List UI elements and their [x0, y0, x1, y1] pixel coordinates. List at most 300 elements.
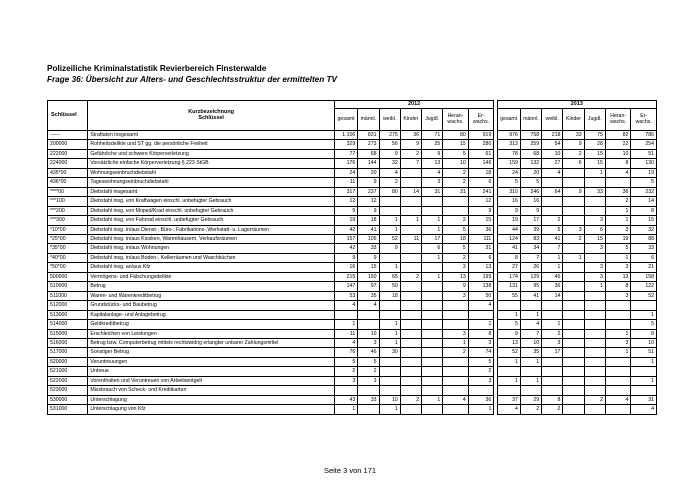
- cell-2012: 76: [334, 348, 357, 357]
- cell-2013: 29: [520, 395, 541, 404]
- row-key: 530000: [48, 395, 88, 404]
- row-label: Gefährliche und schwere Körperverletzung: [88, 149, 335, 158]
- cell-2012: [443, 197, 469, 206]
- cell-2012: [379, 357, 400, 366]
- cell-2013: [584, 178, 605, 187]
- cell-2013: [605, 320, 631, 329]
- cell-2012: [443, 376, 469, 385]
- table-row: [48, 282, 657, 291]
- cell-2013: [605, 386, 631, 395]
- subheader-line2: wachs.: [635, 118, 652, 125]
- cell-2012: [379, 386, 400, 395]
- cell-2012: 1: [468, 405, 494, 414]
- cell-2013: 21: [631, 263, 657, 272]
- cell-2012: 317: [334, 187, 357, 196]
- cell-2013: 36: [605, 187, 631, 196]
- cell-2013: [563, 320, 584, 329]
- subheader-line1: Kinder: [403, 115, 419, 122]
- cell-2013: 5: [631, 320, 657, 329]
- cell-2012: 1: [400, 216, 421, 225]
- table-row: [48, 329, 657, 338]
- cell-2013: [563, 348, 584, 357]
- cell-2013: [584, 253, 605, 262]
- cell-2012: 10: [443, 159, 469, 168]
- cell-2012: 6: [468, 178, 494, 187]
- subheader-juveniles-2012: [422, 109, 443, 131]
- cell-2013: [605, 405, 631, 414]
- cell-2012: 1: [379, 225, 400, 234]
- cell-2013: 34: [520, 244, 541, 253]
- cell-2012: [379, 376, 400, 385]
- cell-2012: 52: [379, 234, 400, 243]
- cell-2012: [400, 263, 421, 272]
- cell-2012: 32: [379, 159, 400, 168]
- subheader-line1: Kinder: [566, 115, 582, 122]
- cell-2013: [520, 367, 541, 376]
- cell-2013: [542, 301, 563, 310]
- row-label: Missbrauch von Scheck- und Kreditkarten: [88, 386, 335, 395]
- cell-2013: 159: [497, 159, 520, 168]
- cell-2012: 1: [334, 405, 357, 414]
- row-key: 511000: [48, 291, 88, 300]
- subheader-adults-2012: [468, 109, 494, 131]
- table-row: [48, 272, 657, 281]
- cell-2013: 22: [605, 140, 631, 149]
- table-row: [48, 348, 657, 357]
- cell-2012: 1: [334, 320, 357, 329]
- subheader-total-2012: [334, 109, 357, 131]
- cell-2012: 36: [468, 225, 494, 234]
- cell-2013: [584, 348, 605, 357]
- cell-2012: 1: [379, 320, 400, 329]
- cell-2013: 26: [520, 263, 541, 272]
- row-label: Diebstahl insg. von Kraftwagen einschl. unbefugter Gebrauch: [88, 197, 335, 206]
- cell-2013: [563, 301, 584, 310]
- cell-2013: [584, 386, 605, 395]
- cell-2013: 3: [584, 216, 605, 225]
- cell-2013: 14: [631, 197, 657, 206]
- cell-2012: 3: [443, 329, 469, 338]
- cell-2013: [563, 244, 584, 253]
- cell-2013: [605, 367, 631, 376]
- cell-2012: [422, 376, 443, 385]
- name-column-header: [88, 101, 335, 131]
- row-key: 500000: [48, 272, 88, 281]
- cell-2013: [563, 357, 584, 366]
- row-label: Untreue: [88, 367, 335, 376]
- table-row: [48, 131, 657, 140]
- cell-2012: 1: [422, 216, 443, 225]
- cell-2012: [358, 386, 379, 395]
- cell-2012: 17: [422, 234, 443, 243]
- subheader-line2: wachs.: [447, 118, 464, 125]
- cell-2013: 1: [605, 206, 631, 215]
- cell-2013: 1: [605, 348, 631, 357]
- cell-2012: [400, 367, 421, 376]
- cell-2013: 8: [631, 329, 657, 338]
- cell-2013: [542, 386, 563, 395]
- cell-2013: 28: [584, 140, 605, 149]
- cell-2013: 259: [520, 140, 541, 149]
- row-label: Diebstahl insgesamt: [88, 187, 335, 196]
- row-key: 436*00: [48, 178, 88, 187]
- name-header-line1: Kurzbezeichnung: [188, 108, 235, 115]
- subheader-juveniles-2013: [584, 109, 605, 131]
- cell-2012: 36: [468, 395, 494, 404]
- row-key: 435*00: [48, 168, 88, 177]
- row-label: Unterschlagung: [88, 395, 335, 404]
- cell-2013: [563, 386, 584, 395]
- cell-2012: [400, 244, 421, 253]
- subheader-female-2012: [379, 109, 400, 131]
- cell-2012: [422, 329, 443, 338]
- cell-2012: 280: [468, 140, 494, 149]
- cell-2012: 11: [400, 234, 421, 243]
- cell-2013: 41: [497, 244, 520, 253]
- cell-2012: 5: [334, 357, 357, 366]
- row-key: ***200: [48, 206, 88, 215]
- cell-2012: 1: [379, 338, 400, 347]
- cell-2013: 1: [631, 376, 657, 385]
- cell-2012: 50: [468, 291, 494, 300]
- table-body: [48, 131, 657, 415]
- cell-2013: 17: [542, 348, 563, 357]
- subheader-children-2012: [400, 109, 421, 131]
- cell-2012: [422, 386, 443, 395]
- cell-2013: 4: [542, 168, 563, 177]
- cell-2013: 1: [631, 310, 657, 319]
- table-row: [48, 320, 657, 329]
- cell-2013: [542, 376, 563, 385]
- cell-2012: 9: [358, 178, 379, 187]
- cell-2012: 6: [422, 244, 443, 253]
- cell-2012: 1: [468, 320, 494, 329]
- cell-2013: 218: [542, 131, 563, 140]
- row-key: 224000: [48, 159, 88, 168]
- cell-2013: 14: [542, 291, 563, 300]
- cell-2013: [563, 168, 584, 177]
- cell-2012: 80: [443, 131, 469, 140]
- table-row: [48, 310, 657, 319]
- row-key: ------: [48, 131, 88, 140]
- cell-2013: 246: [520, 187, 541, 196]
- cell-2012: 105: [358, 234, 379, 243]
- cell-2013: [563, 178, 584, 187]
- row-key: 200000: [48, 140, 88, 149]
- cell-2012: 329: [334, 140, 357, 149]
- cell-2012: [443, 386, 469, 395]
- cell-2013: 15: [584, 149, 605, 158]
- cell-2012: 273: [358, 140, 379, 149]
- cell-2013: [563, 405, 584, 414]
- cell-2012: 241: [468, 187, 494, 196]
- cell-2012: 43: [334, 395, 357, 404]
- row-label: Tageswohnungseinbruchdiebstahl: [88, 178, 335, 187]
- cell-2013: 976: [497, 131, 520, 140]
- cell-2013: 3: [542, 338, 563, 347]
- cell-2012: [400, 320, 421, 329]
- year-2012-header: 2012: [334, 101, 493, 109]
- cell-2012: [379, 206, 400, 215]
- cell-2012: 31: [422, 187, 443, 196]
- cell-2013: [584, 405, 605, 414]
- cell-2013: 129: [520, 272, 541, 281]
- cell-2013: 1: [520, 376, 541, 385]
- cell-2012: 111: [468, 234, 494, 243]
- cell-2012: 5: [468, 357, 494, 366]
- cell-2012: [358, 320, 379, 329]
- cell-2013: 1: [497, 310, 520, 319]
- cell-2012: [468, 386, 494, 395]
- cell-2013: 3: [605, 338, 631, 347]
- cell-2013: 44: [497, 225, 520, 234]
- row-key: 522000: [48, 376, 88, 385]
- cell-2012: 4: [334, 338, 357, 347]
- subheader-male-2013: [520, 109, 541, 131]
- cell-2012: 33: [358, 244, 379, 253]
- cell-2013: 1: [563, 253, 584, 262]
- cell-2012: 8: [468, 329, 494, 338]
- cell-2012: 3: [334, 376, 357, 385]
- table-row: [48, 244, 657, 253]
- cell-2013: 32: [631, 225, 657, 234]
- subheader-male-2012: [358, 109, 379, 131]
- row-key: 222000: [48, 149, 88, 158]
- cell-2012: 3: [468, 376, 494, 385]
- cell-2013: 2: [605, 197, 631, 206]
- cell-2012: [422, 320, 443, 329]
- row-label: Wohnungseinbruchdiebstahl: [88, 168, 335, 177]
- cell-2012: 41: [358, 225, 379, 234]
- cell-2013: 52: [497, 348, 520, 357]
- cell-2013: [563, 216, 584, 225]
- cell-2012: 42: [334, 225, 357, 234]
- table-row: [48, 253, 657, 262]
- cell-2012: 1: [422, 253, 443, 262]
- cell-2013: 33: [631, 244, 657, 253]
- cell-2012: 15: [443, 140, 469, 149]
- cell-2013: 1: [542, 320, 563, 329]
- cell-2012: 35: [358, 291, 379, 300]
- cell-2013: 1: [542, 253, 563, 262]
- row-label: Diebstahl insg. in/aus Kiosken, Warenhäusern, Verkaufsräumen: [88, 234, 335, 243]
- cell-2012: 12: [468, 197, 494, 206]
- row-label: Betrug bzw. Computerbetrug mittels rechtswidrig erlangter unbarer Zahlungsmittel: [88, 338, 335, 347]
- cell-2012: 97: [358, 282, 379, 291]
- cell-2012: [422, 348, 443, 357]
- cell-2013: 124: [497, 234, 520, 243]
- cell-2012: 71: [422, 131, 443, 140]
- cell-2013: 16: [497, 197, 520, 206]
- cell-2012: 18: [443, 234, 469, 243]
- subheader-line1: Heran-: [610, 112, 627, 119]
- cell-2013: 15: [631, 216, 657, 225]
- cell-2013: 4: [605, 395, 631, 404]
- cell-2013: [497, 367, 520, 376]
- cell-2012: 9: [334, 206, 357, 215]
- subheader-adolescents-2012: [443, 109, 469, 131]
- row-label: Sonstiger Betrug: [88, 348, 335, 357]
- cell-2013: [584, 291, 605, 300]
- cell-2012: 15: [358, 263, 379, 272]
- cell-2013: [584, 357, 605, 366]
- cell-2012: 61: [468, 149, 494, 158]
- subheader-line2: wachs.: [472, 118, 490, 125]
- cell-2013: 6: [631, 253, 657, 262]
- cell-2013: 5: [520, 178, 541, 187]
- cell-2012: [400, 310, 421, 319]
- cell-2012: [400, 386, 421, 395]
- table-row: [48, 197, 657, 206]
- cell-2012: 25: [422, 140, 443, 149]
- subheader-line1: Jugdl.: [425, 115, 440, 122]
- subheader-line1: weibl.: [545, 115, 559, 122]
- cell-2012: 3: [443, 263, 469, 272]
- row-label: Betrug: [88, 282, 335, 291]
- cell-2013: 51: [631, 149, 657, 158]
- cell-2012: 10: [358, 329, 379, 338]
- cell-2012: 2: [334, 367, 357, 376]
- cell-2013: 122: [631, 282, 657, 291]
- cell-2012: 2: [443, 253, 469, 262]
- cell-2012: 2: [443, 216, 469, 225]
- cell-2013: 1: [584, 282, 605, 291]
- table-row: [48, 178, 657, 187]
- report-subtitle: Frage 36: Übersicht zur Alters- und Geschlechtsstruktur der ermittelten TV: [47, 75, 337, 84]
- table-row: [48, 159, 657, 168]
- cell-2012: [400, 282, 421, 291]
- cell-2012: 18: [379, 291, 400, 300]
- cell-2013: 9: [497, 206, 520, 215]
- cell-2012: [334, 386, 357, 395]
- cell-2012: 1: [422, 272, 443, 281]
- cell-2013: 2: [542, 329, 563, 338]
- cell-2012: 4: [443, 395, 469, 404]
- cell-2013: 51: [631, 348, 657, 357]
- cell-2012: 146: [468, 159, 494, 168]
- row-label: Vermögens- und Fälschungsdelikte: [88, 272, 335, 281]
- cell-2012: 65: [379, 272, 400, 281]
- cell-2013: 174: [497, 272, 520, 281]
- cell-2012: 831: [358, 131, 379, 140]
- cell-2013: 55: [497, 291, 520, 300]
- subheader-line1: gesamt: [337, 115, 355, 122]
- subheader-total-2013: [497, 109, 520, 131]
- table-row: [48, 301, 657, 310]
- cell-2012: [400, 206, 421, 215]
- table-row: [48, 367, 657, 376]
- cell-2013: 130: [631, 159, 657, 168]
- cell-2012: 68: [358, 149, 379, 158]
- cell-2012: [400, 348, 421, 357]
- cell-2012: [400, 225, 421, 234]
- table-row: [48, 149, 657, 158]
- cell-2013: 41: [542, 234, 563, 243]
- cell-2013: [542, 357, 563, 366]
- cell-2012: 15: [468, 216, 494, 225]
- cell-2012: 4: [379, 168, 400, 177]
- table-row: [48, 386, 657, 395]
- cell-2013: 7: [520, 253, 541, 262]
- cell-2012: 1: [422, 395, 443, 404]
- cell-2012: [358, 310, 379, 319]
- cell-2012: 1: [379, 329, 400, 338]
- table-row: [48, 405, 657, 414]
- row-label: Diebstahl insg. in/aus Wohnungen: [88, 244, 335, 253]
- cell-2012: 3: [468, 338, 494, 347]
- table-row: [48, 338, 657, 347]
- cell-2013: [542, 367, 563, 376]
- cell-2012: 16: [334, 263, 357, 272]
- cell-2013: [563, 206, 584, 215]
- cell-2013: [584, 320, 605, 329]
- cell-2012: 2: [358, 367, 379, 376]
- row-label: Unterschlagung von Kfz: [88, 405, 335, 414]
- cell-2013: 786: [631, 131, 657, 140]
- cell-2013: 82: [605, 131, 631, 140]
- row-key: *10*00: [48, 225, 88, 234]
- cell-2013: 19: [497, 216, 520, 225]
- cell-2012: 31: [443, 187, 469, 196]
- cell-2013: 8: [605, 159, 631, 168]
- cell-2013: 19: [631, 168, 657, 177]
- table-row: [48, 291, 657, 300]
- cell-2013: 2: [520, 405, 541, 414]
- cell-2013: [605, 357, 631, 366]
- cell-2013: [563, 310, 584, 319]
- cell-2012: 4: [422, 168, 443, 177]
- cell-2012: 5: [358, 357, 379, 366]
- row-key: *25*00: [48, 234, 88, 243]
- cell-2013: [584, 338, 605, 347]
- cell-2013: [542, 206, 563, 215]
- cell-2012: 1: [443, 338, 469, 347]
- subheader-line1: Er-: [640, 112, 648, 119]
- cell-2013: 16: [520, 197, 541, 206]
- cell-2012: [400, 178, 421, 187]
- table-row: [48, 187, 657, 196]
- cell-2013: 41: [520, 291, 541, 300]
- row-key: 517000: [48, 348, 88, 357]
- table-row: [48, 216, 657, 225]
- row-label: Erschleichen von Leistungen: [88, 329, 335, 338]
- cell-2012: 2: [400, 149, 421, 158]
- cell-2013: [563, 272, 584, 281]
- cell-2013: 19: [605, 234, 631, 243]
- cell-2013: [520, 386, 541, 395]
- row-key: ***100: [48, 197, 88, 206]
- row-label: Rohheitsdelikte und ST gg. die persönliche Freiheit: [88, 140, 335, 149]
- cell-2012: 919: [468, 131, 494, 140]
- cell-2013: 35: [520, 348, 541, 357]
- cell-2012: 18: [468, 168, 494, 177]
- cell-2013: 1: [520, 310, 541, 319]
- cell-2013: 5: [542, 225, 563, 234]
- cell-2012: 30: [379, 348, 400, 357]
- cell-2013: 4: [497, 405, 520, 414]
- cell-2013: [584, 367, 605, 376]
- cell-2012: 1: [379, 405, 400, 414]
- cell-2012: [443, 310, 469, 319]
- row-key: ***300: [48, 216, 88, 225]
- row-key: 513000: [48, 310, 88, 319]
- row-key: 531000: [48, 405, 88, 414]
- cell-2012: [422, 282, 443, 291]
- cell-2013: 7: [542, 244, 563, 253]
- row-label: Grundstücks- und Baubetrug: [88, 301, 335, 310]
- cell-2013: [584, 206, 605, 215]
- cell-2012: 4: [334, 301, 357, 310]
